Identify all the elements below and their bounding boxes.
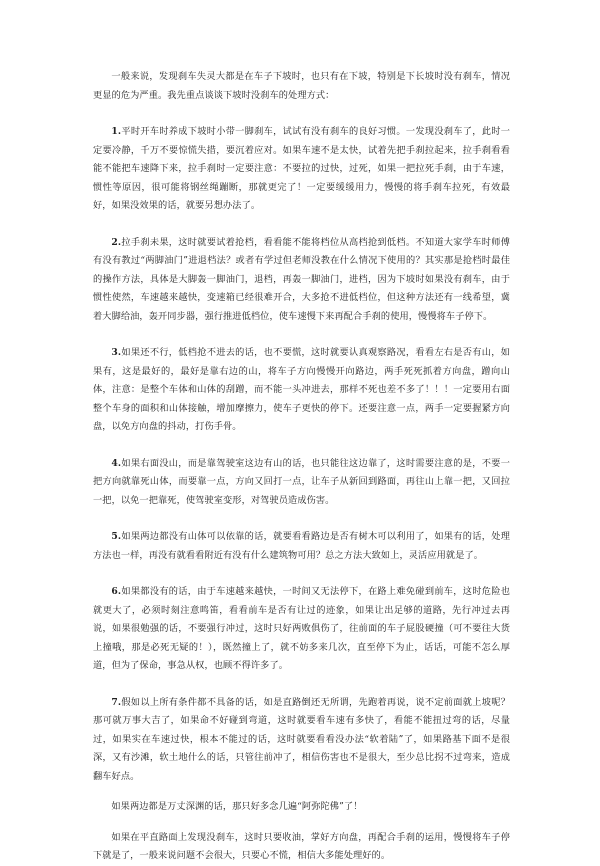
spacer xyxy=(93,510,510,528)
item-number-6: 6. xyxy=(111,586,122,597)
spacer xyxy=(93,817,510,829)
item-number-5: 5. xyxy=(111,531,122,542)
item-text-1: 平时开车时养成下坡时小带一脚刹车，试试有没有刹车的良好习惯。一发现没刹车了，此时一定要冷静，千万不要惊慌失措，要沉着应对。如果车速不是太快，试着先把手刹拉起来，拉手刹看看能不能把车速降下来，拉手刹时一定要注意：不要拉的过快，过死，如果一把拉死手刹，由于车速，惯性等原因，很可能将钢丝绳蹦断，那就更完了！一定要缓缓用力，慢慢的将手刹车拉死，有效最好，如果没效果的话，就要另想办法了。 xyxy=(93,126,510,211)
item-paragraph-6 xyxy=(93,583,510,676)
spacer xyxy=(93,326,510,344)
document-page xyxy=(93,68,510,866)
item-paragraph-3 xyxy=(93,344,510,437)
item-paragraph-1 xyxy=(93,123,510,216)
item-paragraph-2 xyxy=(93,234,510,327)
item-paragraph-7 xyxy=(93,694,510,787)
item-number-2: 2. xyxy=(111,236,122,248)
item-text-5: 如果两边都没有山体可以依靠的话，就要看看路边是否有树木可以利用了，如果有的话，处理方法也一样，再没有就看看附近有没有什么建筑物可用？总之方法大致如上，灵活应用就是了。 xyxy=(93,531,510,561)
spacer xyxy=(93,786,510,798)
item-paragraph-5 xyxy=(93,528,510,565)
item-text-6: 如果都没有的话，由于车速越来越快，一时间又无法停下，在路上难免碰到前车，这时危险也就更大了，必须时刻注意鸣笛，看看前车是否有让过的迹象，如果让出足够的道路，先行冲过去再说，如果很勉强的话，不要强行冲过，这时只好两败俱伤了，往前面的车子屁股硬撞（可不要往大货上撞哦，那是必死无疑的！），既然撞上了，就不妨多来几次，直至停下为止，话话，可能不怎么厚道，但为了保命，事急从权，也顾不得许多了。 xyxy=(93,586,510,671)
spacer xyxy=(93,565,510,583)
item-paragraph-4 xyxy=(93,455,510,511)
item-text-7: 假如以上所有条件都不具备的话，如是直路倒还无所谓，先跑着再说，说不定前面就上坡呢？那可就万事大吉了，如果命不好碰到弯道，这时就要看车速有多快了，看能不能扭过弯的话，尽量过，如果实在车速过快，根本不能过的话，这时就要看看没办法“软着陆”了，如果路基下面不是很深，又有沙滩，软土地什么的话，只管往前冲了，相信伤害也不是很大，至少总比拐不过弯来，造成翻车好点。 xyxy=(93,696,510,782)
item-number-4: 4. xyxy=(111,457,122,469)
spacer xyxy=(93,437,510,455)
spacer xyxy=(93,105,510,123)
item-number-1: 1. xyxy=(111,126,122,137)
intro-paragraph: 一般来说，发现刹车失灵大都是在车子下坡时，也只有在下坡，特别是下长坡时没有刹车，情况更显的危为严重。我先重点谈谈下坡时没刹车的处理方式： xyxy=(93,71,510,101)
item-number-7: 7. xyxy=(111,696,122,708)
spacer xyxy=(93,676,510,694)
cliff-paragraph: 如果两边都是万丈深渊的话，那只好多念几遍“阿弥陀佛”了！ xyxy=(111,801,363,812)
spacer xyxy=(93,216,510,234)
item-text-4: 如果右面没山，而是靠驾驶室这边有山的话，也只能往这边靠了，这时需要注意的是，不要一把方向就靠死山体，而要靠一点，方向又回打一点，让车子从新回到路面，再往山上靠一把，又回拉一把，以免一把靠死，使驾驶室变形，对驾驶员造成伤害。 xyxy=(93,457,510,506)
item-text-3: 如果还不行，低档抢不进去的话，也不要慌，这时就要认真观察路况，看看左右是否有山，如果有，这是最好的，最好是靠右边的山，将车子方向慢慢开向路边，两手死死抓着方向盘，蹭向山体，注意：是整个车体和山体的刮蹭，而不能一头冲进去，那样不死也差不多了！！！一定要用右面整个车身的面积和山体接触，增加摩擦力，使车子更快的停下。还要注意一点，两手一定要握紧方向盘，以免方向盘的抖动，打伤手骨。 xyxy=(93,347,510,432)
item-number-3: 3. xyxy=(111,347,122,358)
flat-road-paragraph: 如果在平直路面上发现没刹车，这时只要收油，掌好方向盘，再配合手刹的运用，慢慢将车子停下就是了，一般来说问题不会很大，只要心不慌，相信大多能处理好的。 xyxy=(93,831,510,861)
item-text-2: 拉手刹未果，这时就要试着抢档，看看能不能将档位从高档抢到低档。不知道大家学车时师傅有没有教过“两脚油门”进退档法？或者有学过但老师没教在什么情况下使用的？其实那是抢档时最佳的操作方法，具体是大脚轰一脚油门，退档，再轰一脚油门，进档，因为下坡时如果没有刹车，由于惯性使然，车速越来越快，变速箱已经很难开合，大多抢不进低档位，但这种方法还有一线希望，冀着大脚给油，轰开同步器，强行推进低档位，使车速慢下来再配合手刹的使用，慢慢将车子停下。 xyxy=(93,236,510,322)
